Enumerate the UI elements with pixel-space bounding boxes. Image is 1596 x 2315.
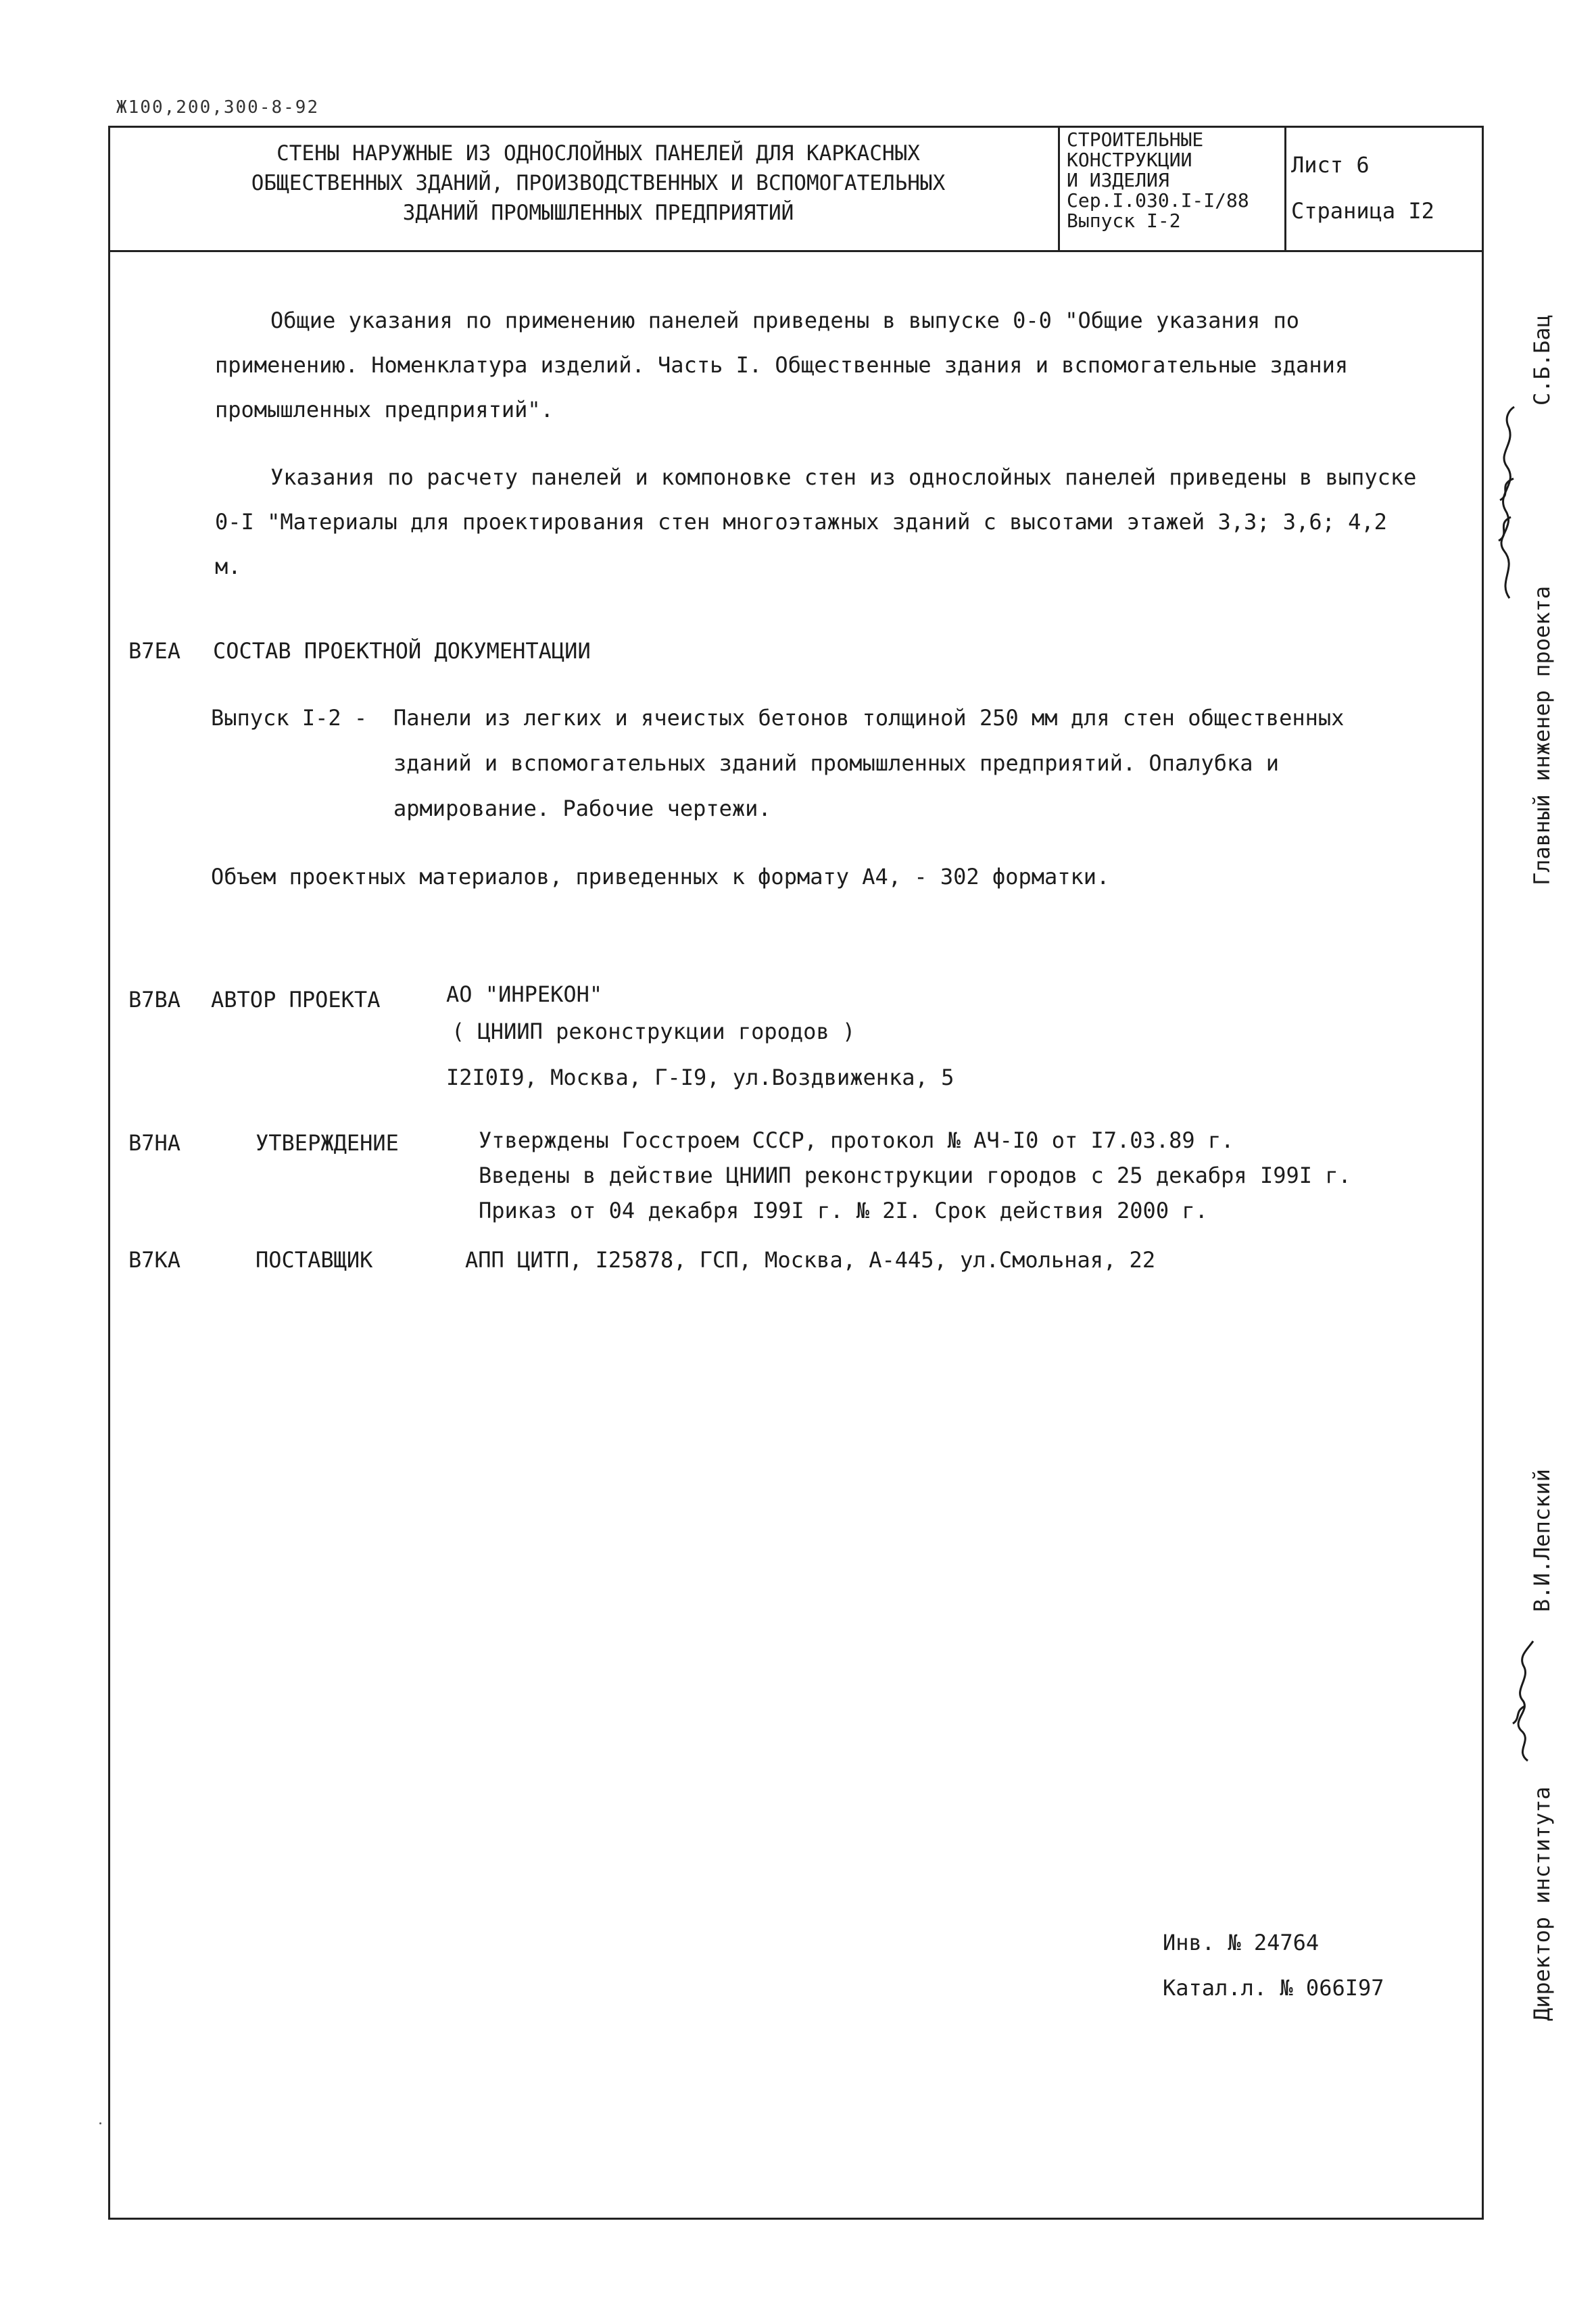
issue-line: зданий и вспомогательных зданий промышленных предприятий. Опалубка и: [393, 750, 1280, 776]
document-code: Ж100,200,300-8-92: [116, 97, 320, 118]
header-divider-2: [1284, 126, 1286, 251]
director-label: Директор института: [1529, 1786, 1555, 2021]
author-line: I2I0I9, Москва, Г-I9, ул.Воздвиженка, 5: [446, 1065, 954, 1090]
sheet-number: Лист 6: [1291, 152, 1370, 178]
title-line: ОБЩЕСТВЕННЫХ ЗДАНИЙ, ПРОИЗВОДСТВЕННЫХ И ВСПОМОГАТЕЛЬНЫХ: [251, 171, 946, 195]
author-code: B7BA: [128, 987, 181, 1013]
composition-code: B7EA: [128, 638, 181, 664]
approval-label: УТВЕРЖДЕНИЕ: [256, 1130, 399, 1156]
approval-line: Приказ от 04 декабря I99I г. № 2I. Срок действия 2000 г.: [479, 1198, 1208, 1223]
title-line: СТЕНЫ НАРУЖНЫЕ ИЗ ОДНОСЛОЙНЫХ ПАНЕЛЕЙ ДЛЯ КАРКАСНЫХ: [276, 141, 920, 166]
chief-engineer-signature: [1491, 406, 1524, 602]
series-line: КОНСТРУКЦИИ: [1067, 149, 1192, 171]
series-line: Выпуск I-2: [1067, 210, 1181, 232]
series-line: Сер.I.030.I-I/88: [1067, 189, 1249, 212]
scan-speck: [99, 2122, 101, 2124]
supplier-code: B7KA: [128, 1247, 181, 1273]
approval-code: B7HA: [128, 1130, 181, 1156]
header-bottom-rule: [108, 250, 1484, 252]
issue-label: Выпуск I-2 -: [211, 705, 368, 731]
approval-line: Утверждены Госстроем СССР, протокол № АЧ-I0 от I7.03.89 г.: [479, 1127, 1234, 1153]
approval-line: Введены в действие ЦНИИП реконструкции городов с 25 декабря I99I г.: [479, 1163, 1351, 1188]
catalog-number: Катал.л. № 066I97: [1163, 1975, 1384, 2001]
author-label: АВТОР ПРОЕКТА: [211, 987, 381, 1013]
intro-paragraph-1: Общие указания по применению панелей приведены в выпуске 0-0 "Общие указания по применению. Номенклатура изделий. Часть I. Общественные здания и вспомогательные здания промышленных предприятий".: [215, 308, 1349, 422]
page-number: Страница I2: [1291, 198, 1434, 224]
intro-paragraph-2: Указания по расчету панелей и компоновке стен из однослойных панелей приведены в выпуске 0-I "Материалы для проектирования стен многоэтажных зданий с высотами этажей 3,3; 3,6; 4,2 м.: [215, 464, 1417, 579]
author-line: АО "ИНРЕКОН": [446, 981, 603, 1007]
document-title: [155, 139, 1041, 228]
header-divider-1: [1058, 126, 1060, 251]
supplier-line: АПП ЦИТП, I25878, ГСП, Москва, А-445, ул.Смольная, 22: [465, 1247, 1156, 1273]
chief-engineer-name: С.Б.Бац: [1529, 314, 1555, 406]
series-line: И ИЗДЕЛИЯ: [1067, 169, 1169, 191]
series-block: [1067, 130, 1283, 231]
composition-title: СОСТАВ ПРОЕКТНОЙ ДОКУМЕНТАЦИИ: [213, 638, 591, 664]
inventory-number: Инв. № 24764: [1163, 1930, 1320, 1955]
director-signature: [1507, 1636, 1538, 1764]
chief-engineer-label: Главный инженер проекта: [1529, 585, 1555, 885]
issue-line: Панели из легких и ячеистых бетонов толщиной 250 мм для стен общественных: [393, 705, 1345, 731]
volume-line: Объем проектных материалов, приведенных к формату А4, - 302 форматки.: [211, 864, 1110, 890]
author-line: ( ЦНИИП реконструкции городов ): [452, 1019, 856, 1044]
director-name: В.И.Лепский: [1529, 1469, 1555, 1612]
supplier-label: ПОСТАВЩИК: [256, 1247, 373, 1273]
title-line: ЗДАНИЙ ПРОМЫШЛЕННЫХ ПРЕДПРИЯТИЙ: [402, 201, 794, 225]
issue-line: армирование. Рабочие чертежи.: [393, 796, 771, 821]
series-line: СТРОИТЕЛЬНЫЕ: [1067, 128, 1204, 151]
